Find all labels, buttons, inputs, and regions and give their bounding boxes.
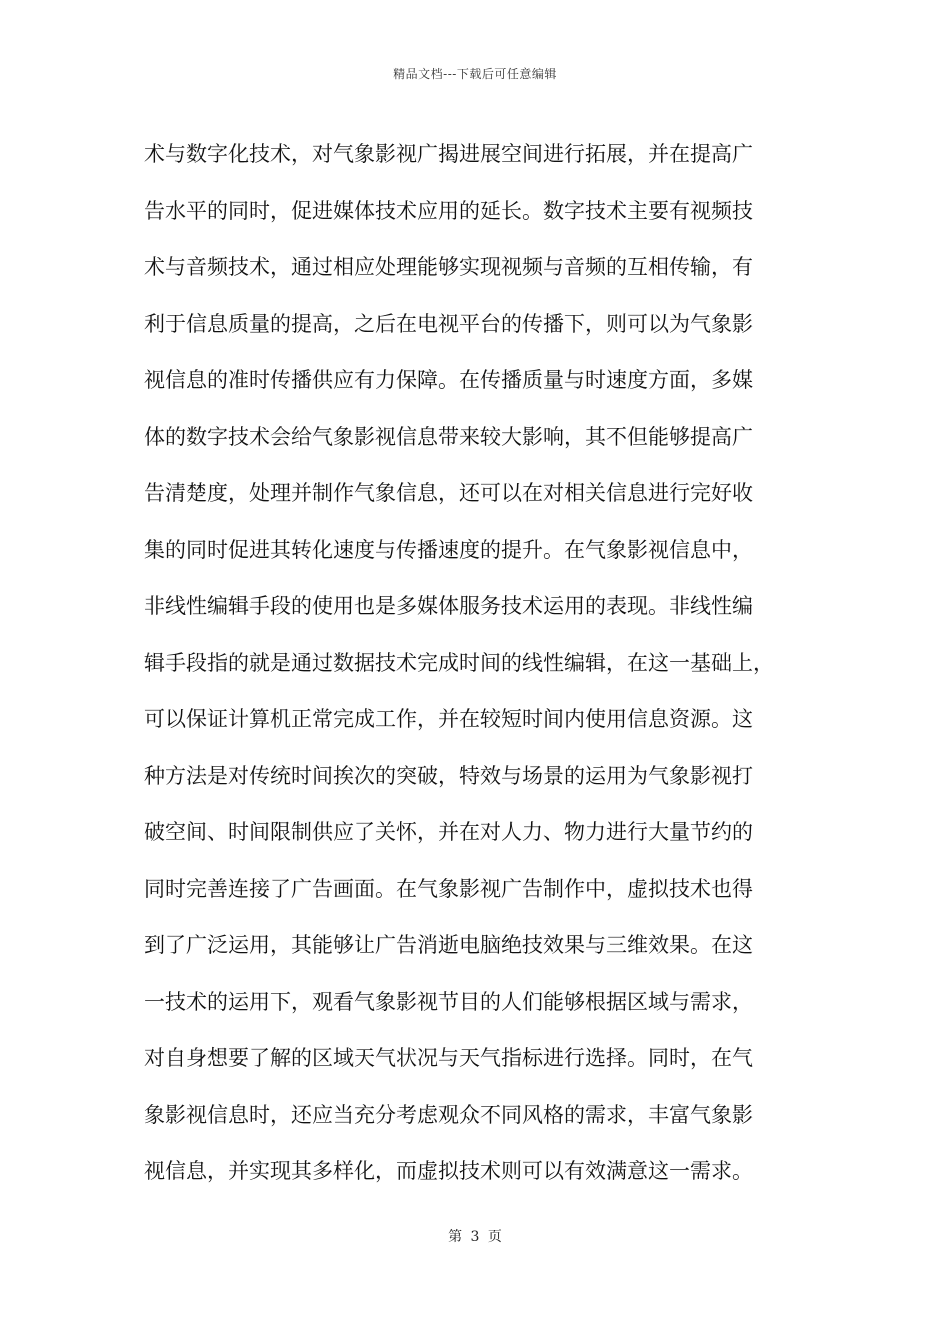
text-line: 破空间、时间限制供应了关怀，并在对人力、物力进行大量节约的 [144,820,753,844]
body-text [144,126,824,1200]
text-line: 视信息，并实现其多样化，而虚拟技术则可以有效满意这一需求。 [144,1159,753,1183]
text-line: 同时完善连接了广告画面。在气象影视广告制作中，虚拟技术也得 [144,876,753,901]
text-line: 术与音频技术，通过相应处理能够实现视频与音频的互相传输，有 [144,255,753,279]
text-line: 利于信息质量的提高，之后在电视平台的传播下，则可以为气象影 [144,311,753,336]
text-line: 种方法是对传统时间挨次的突破，特效与场景的运用为气象影视打 [144,763,753,788]
text-line: 到了广泛运用，其能够让广告消逝电脑绝技效果与三维效果。在这 [144,933,753,957]
text-line: 非线性编辑手段的使用也是多媒体服务技术运用的表现。非线性编 [144,594,753,618]
text-line: 一技术的运用下，观看气象影视节目的人们能够根据区域与需求， [144,989,753,1014]
text-line: 体的数字技术会给气象影视信息带来较大影响，其不但能够提高广 [144,424,753,449]
text-line: 可以保证计算机正常完成工作，并在较短时间内使用信息资源。这 [144,707,753,731]
text-line: 辑手段指的就是通过数据技术完成时间的线性编辑，在这一基础上， [144,650,774,675]
text-line: 象影视信息时，还应当充分考虑观众不同风格的需求，丰富气象影 [144,1102,753,1127]
text-line: 对自身想要了解的区域天气状况与天气指标进行选择。同时，在气 [144,1046,753,1070]
text-line: 视信息的准时传播供应有力保障。在传播质量与时速度方面，多媒 [144,368,753,392]
text-line: 术与数字化技术，对气象影视广揭进展空间进行拓展，并在提高广 [144,142,753,166]
text-line: 集的同时促进其转化速度与传播速度的提升。在气象影视信息中， [144,537,753,562]
page-header: 精品文档---下载后可任意编辑 [393,67,557,81]
text-line: 告水平的同时，促进媒体技术应用的延长。数字技术主要有视频技 [144,198,753,223]
text-line: 告清楚度，处理并制作气象信息，还可以在对相关信息进行完好收 [144,481,753,505]
page-number: 第 3 页 [448,1229,502,1245]
